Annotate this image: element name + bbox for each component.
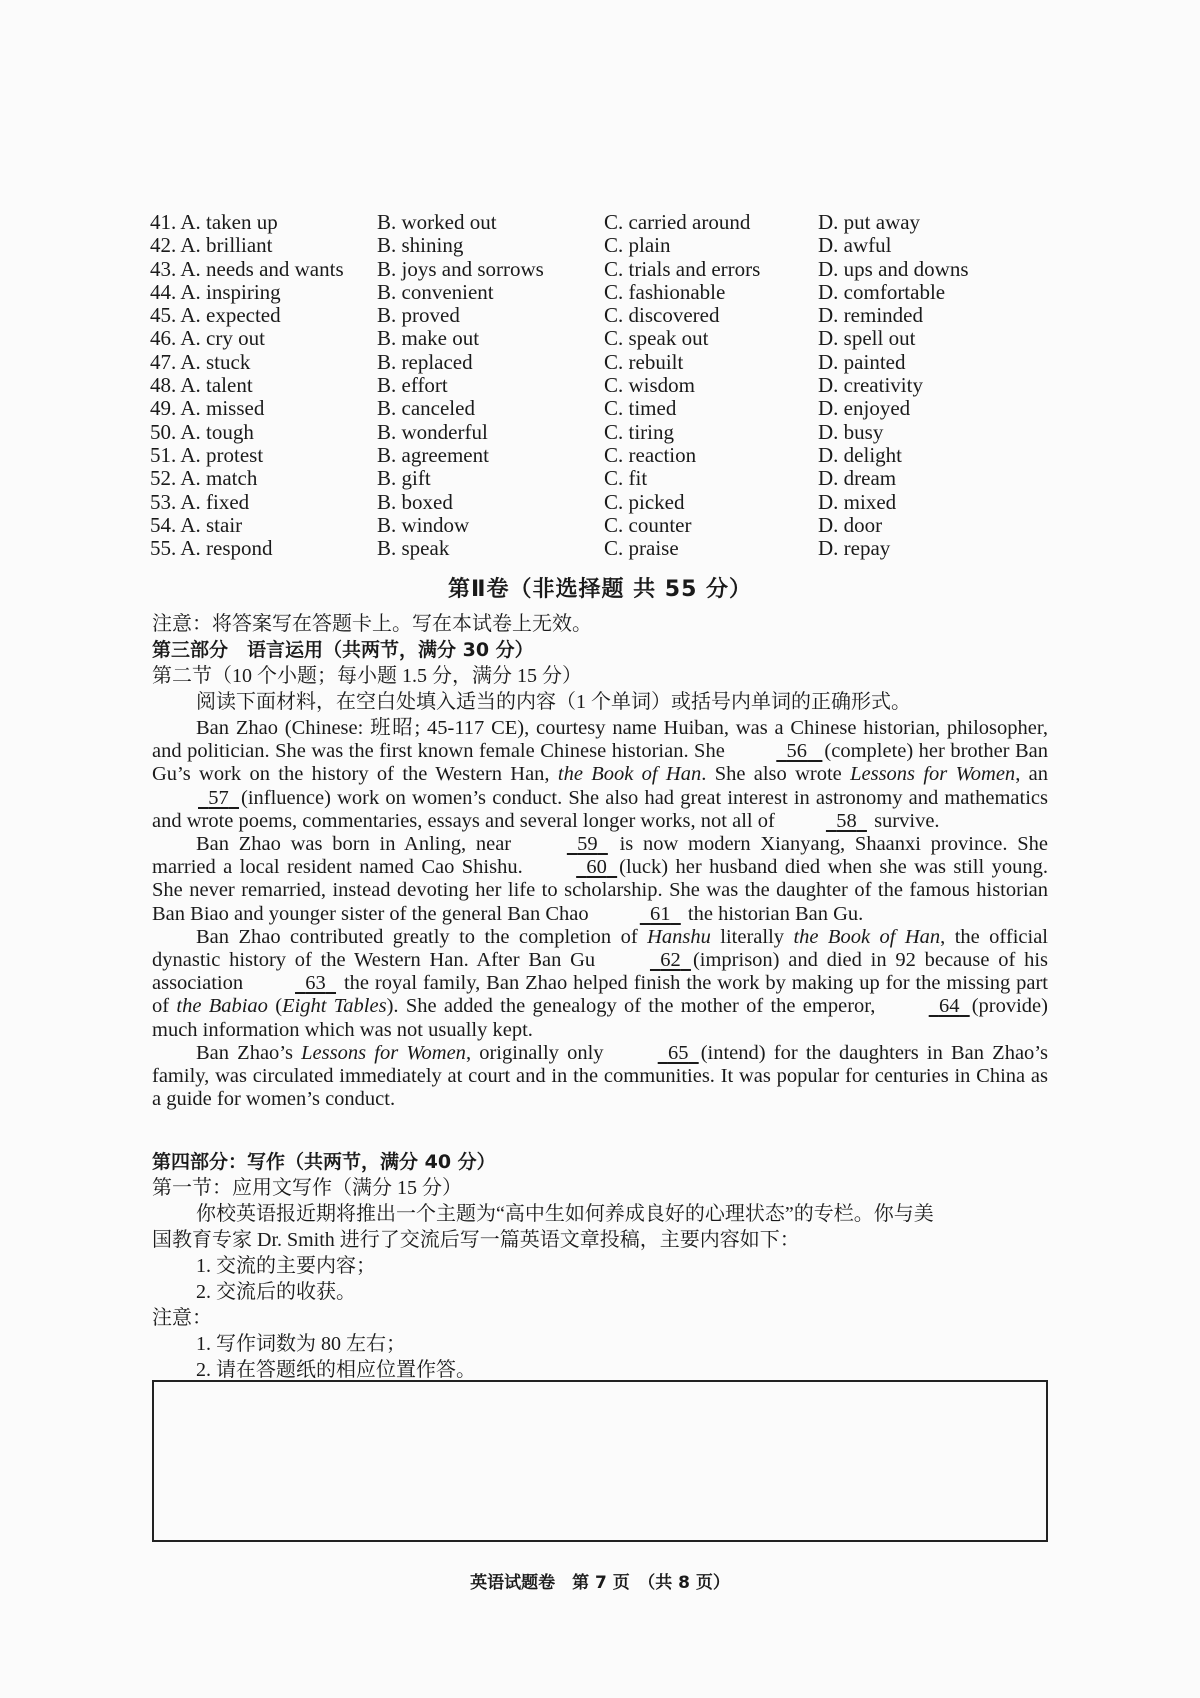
option-row: [150, 304, 1010, 327]
option-b: B. agreement: [377, 442, 489, 467]
option-d: D. repay: [818, 536, 891, 561]
option-b: B. proved: [377, 303, 460, 328]
option-b: B. canceled: [377, 396, 475, 421]
option-a: 43. A. needs and wants: [150, 256, 344, 281]
option-b: B. boxed: [377, 489, 453, 514]
passage-paragraph: Ban Zhao’s Lessons for Women, originally only 65 (intend) for the daughters in Ban Zhao’s family, was circulated immediately at court and in the communities. It was popular for centuries in China as a guide for women’s conduct.: [152, 1041, 1048, 1111]
blank-57: 57: [208, 786, 229, 809]
option-c: C. picked: [604, 489, 685, 514]
option-a: 52. A. match: [150, 466, 258, 491]
option-b: B. worked out: [377, 210, 497, 234]
option-d: D. dream: [818, 466, 897, 491]
option-c: C. speak out: [604, 326, 709, 351]
option-row: [150, 444, 1010, 467]
option-a: 48. A. talent: [150, 373, 253, 398]
option-row: [150, 234, 1010, 257]
part4-title: 第四部分：写作（共两节，满分 40 分）: [152, 1151, 496, 1173]
option-c: C. carried around: [604, 210, 751, 234]
passage-paragraph: Ban Zhao was born in Anling, near 59 is now modern Xianyang, Shaanxi province. She married a local resident named Cao Shishu. 60 (luck) her husband died when she was still young. She never remarried, instead devoting her life to scholarship. She was the daughter of the famous historian Ban Biao and younger sister of the general Ban Chao 61 the historian Ban Gu.: [152, 833, 1049, 925]
part4-task-line-2: 国教育专家 Dr. Smith 进行了交流后写一篇英语文章投稿，主要内容如下：: [152, 1229, 800, 1251]
option-d: D. mixed: [818, 489, 897, 514]
option-c: C. reaction: [604, 442, 697, 467]
option-d: D. busy: [818, 419, 884, 444]
passage-paragraph: Ban Zhao contributed greatly to the completion of Hanshu literally the Book of Han, the official dynastic history of the Western Han. After Ban Gu 62 (imprison) and died in 92 because of his association 63 the royal family, Ban Zhao helped finish the work by making up for the missing part of the Babiao (Eight Tables). She added the genealogy of the mother of the emperor, 64 (provide) much information which was not usually kept.: [152, 925, 1048, 1041]
part3-instruction: 阅读下面材料，在空白处填入适当的内容（1 个单词）或括号内单词的正确形式。: [196, 691, 911, 713]
option-d: D. delight: [818, 442, 902, 467]
page-footer: 英语试题卷 第 7 页 （共 8 页）: [470, 1573, 730, 1593]
option-c: C. discovered: [604, 303, 720, 328]
option-d: D. painted: [818, 349, 906, 374]
blank-65: 65: [667, 1041, 689, 1064]
option-row: [150, 537, 1010, 560]
option-c: C. rebuilt: [604, 349, 684, 374]
option-a: 45. A. expected: [150, 303, 281, 328]
option-b: B. speak: [377, 536, 450, 561]
option-row: [150, 258, 1010, 281]
option-b: B. wonderful: [377, 419, 488, 444]
option-row: [150, 281, 1010, 304]
note-2: 2. 请在答题纸的相应位置作答。: [196, 1359, 476, 1381]
option-d: D. enjoyed: [818, 396, 911, 421]
part4-item-2: 2. 交流后的收获。: [196, 1281, 356, 1303]
option-a: 55. A. respond: [150, 536, 273, 561]
options-table: [150, 211, 1010, 560]
option-c: C. timed: [604, 396, 677, 421]
option-c: C. praise: [604, 536, 679, 561]
part3-title: 第三部分 语言运用（共两节，满分 30 分）: [152, 639, 534, 661]
option-d: D. creativity: [818, 373, 923, 398]
option-d: D. ups and downs: [818, 256, 969, 281]
option-row: [150, 211, 1010, 234]
blank-64: 64: [938, 995, 960, 1018]
option-c: C. fit: [604, 466, 648, 491]
option-row: [150, 397, 1010, 420]
blank-56: 56: [786, 740, 808, 763]
section-title: 第Ⅱ卷（非选择题 共 55 分）: [447, 577, 753, 602]
notice: 注意：将答案写在答题卡上。写在本试卷上无效。: [152, 613, 592, 635]
option-b: B. shining: [377, 233, 464, 258]
option-d: D. awful: [818, 233, 892, 258]
part4-task-line-1: 你校英语报近期将推出一个主题为“高中生如何养成良好的心理状态”的专栏。你与美: [196, 1203, 934, 1225]
option-b: B. joys and sorrows: [377, 256, 544, 281]
option-a: 47. A. stuck: [150, 349, 251, 374]
option-a: 49. A. missed: [150, 396, 265, 421]
option-a: 54. A. stair: [150, 512, 243, 537]
instructions-block: [152, 611, 1052, 715]
option-d: D. put away: [818, 210, 921, 234]
option-b: B. gift: [377, 466, 431, 491]
option-d: D. reminded: [818, 303, 923, 328]
blank-62: 62: [660, 949, 681, 972]
part3-subtitle: 第二节（10 个小题；每小题 1.5 分，满分 15 分）: [152, 665, 582, 687]
option-c: C. counter: [604, 512, 692, 537]
option-a: 53. A. fixed: [150, 489, 250, 514]
option-a: 42. A. brilliant: [150, 233, 273, 258]
option-b: B. effort: [377, 373, 448, 398]
part4-item-1: 1. 交流的主要内容；: [196, 1255, 376, 1277]
blank-59: 59: [577, 833, 598, 856]
note-1: 1. 写作词数为 80 左右；: [196, 1333, 406, 1355]
option-row: [150, 327, 1010, 350]
option-a: 41. A. taken up: [150, 210, 278, 234]
option-c: C. trials and errors: [604, 256, 761, 281]
part4-subtitle: 第一节：应用文写作（满分 15 分）: [152, 1177, 462, 1199]
option-d: D. comfortable: [818, 279, 946, 304]
option-b: B. window: [377, 512, 470, 537]
option-a: 51. A. protest: [150, 442, 264, 467]
option-b: B. convenient: [377, 279, 494, 304]
blank-63: 63: [305, 972, 326, 995]
option-a: 46. A. cry out: [150, 326, 265, 351]
writing-section: [152, 1149, 1052, 1383]
option-d: D. door: [818, 512, 883, 537]
option-row: [150, 514, 1010, 537]
option-d: D. spell out: [818, 326, 916, 351]
answer-box[interactable]: [152, 1380, 1048, 1542]
option-b: B. replaced: [377, 349, 473, 374]
passage-paragraph: Ban Zhao (Chinese: 班昭; 45-117 CE), courtesy name Huiban, was a Chinese historian, philosopher, and politician. She was the first known female Chinese historian. She 56 (complete) her brother Ban Gu’s work on the history of the Western Han, the Book of Han. She also wrote Lessons for Women, an 57 (influence) work on women’s conduct. She also had great interest in astronomy and mathematics and wrote poems, commentaries, essays and several longer works, not all of 58 survive.: [152, 717, 1049, 832]
blank-60: 60: [586, 856, 607, 879]
option-c: C. plain: [604, 233, 671, 258]
option-c: C. wisdom: [604, 373, 696, 398]
option-b: B. make out: [377, 326, 480, 351]
option-row: [150, 351, 1010, 374]
note-label: 注意：: [152, 1307, 212, 1329]
blank-58: 58: [836, 809, 857, 832]
option-a: 50. A. tough: [150, 419, 254, 444]
option-row: [150, 467, 1010, 490]
option-row: [150, 491, 1010, 514]
blank-61: 61: [650, 902, 671, 925]
option-row: [150, 374, 1010, 397]
option-c: C. tiring: [604, 419, 675, 444]
option-row: [150, 421, 1010, 444]
cloze-passage: [152, 717, 1048, 1111]
option-c: C. fashionable: [604, 279, 726, 304]
option-a: 44. A. inspiring: [150, 279, 281, 304]
